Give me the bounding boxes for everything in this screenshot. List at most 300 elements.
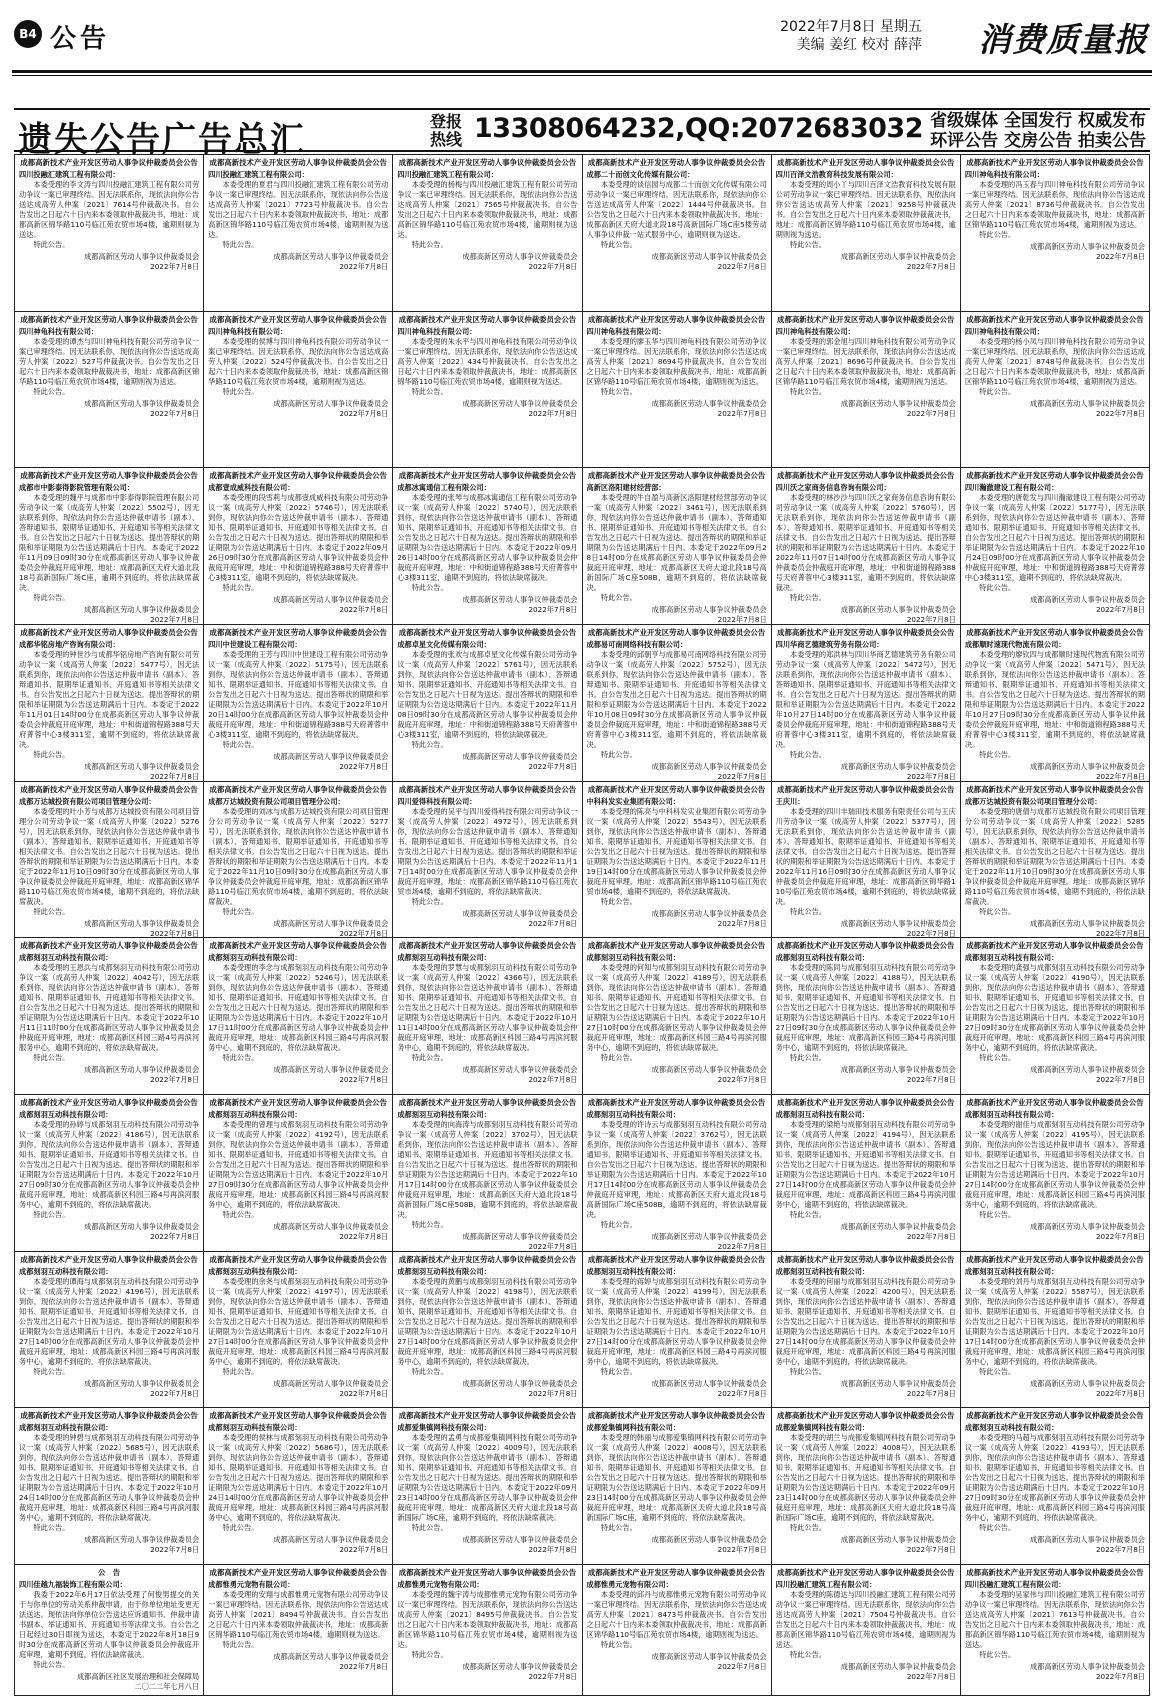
notice-addressee: 成都冰寓通信工程有限公司： (397, 483, 491, 493)
notice-item (961, 782, 1150, 939)
notice-item (583, 782, 772, 939)
notice-title: 成都高新技术产业开发区劳动人事争议仲裁委员会公告 (777, 1098, 955, 1107)
notice-addressee: 四川中世建设工程有限公司： (208, 640, 302, 649)
notice-closing: 特此公告。 (600, 593, 637, 603)
notice-title: 成都高新技术产业开发区劳动人事争议仲裁委员会公告 (20, 158, 198, 167)
notice-signer: 成都高新区劳动人事争议仲裁委员会 (273, 1378, 389, 1388)
notice-title: 成都高新技术产业开发区劳动人事争议仲裁委员会公告 (20, 1098, 198, 1107)
notice-closing: 特此公告。 (411, 740, 448, 749)
notice-date: 2022年7月8日 (906, 615, 956, 625)
notice-signer: 成都高新区劳动人事争议仲裁委员会 (1029, 762, 1145, 771)
notice-body: 本委受理的廖钦四与成都顺时速现代物流有限公司劳动争议一案（成高劳人仲案〔2022〕5471号），因无法联系到你，现依法向你公告送达仲裁申请书（副本）、答辩通知书、限期举证通知书、开庭通知书等相关法律文书。自公告发出之日起六十日视为送达。提出答辩状的期限和举证期限为公告送达期满后十日内。本委定于2022年10月27日09时30分在成都高新区劳动人事争议仲裁委员会仲裁庭开庭审理，地址：中和街道锦程路388号天府菁蓉中心3楼311室，逾期不到庭的，将依法缺席裁决。 (964, 650, 1145, 749)
notice-date: 2022年7月8日 (339, 1662, 389, 1671)
notice-title: 成都高新技术产业开发区劳动人事争议仲裁委员会公告 (587, 471, 766, 481)
notice-addressee: 成都刻羽互动科技有限公司： (19, 1423, 113, 1433)
notice-signer: 成都高新区劳动人事争议仲裁委员会 (462, 908, 578, 918)
notice-body: 本委受理的何丽与成都刻羽互动科技有限公司劳动争议一案（成高劳人仲案〔2022〕4200号），因无法联系到你，现依法向你公告送达仲裁申请书（副本）、答辩通知书、限期举证通知书、开庭通知书等相关法律文书。自公告发出之日起六十日视为送达。提出答辩状的期限和举证期限为公告送达期满后十日内。本委定于2022年10月27日14时00分在成都高新区劳动人事争议仲裁委员会仲裁庭开庭审理，地址：成都高新区科园三路4号再滨河服务中心，逾期不到庭的，将依法缺席裁决。 (775, 1276, 956, 1366)
notice-date: 2022年7月8日 (150, 1232, 200, 1241)
notice-signer: 成都高新区劳动人事争议仲裁委员会 (273, 1535, 389, 1545)
notice-signer: 成都高新区劳动人事争议仲裁委员会 (1029, 918, 1145, 928)
notice-closing: 特此公告。 (979, 386, 1016, 396)
notice-item (583, 938, 772, 1095)
notice-signer: 成都高新区劳动人事争议仲裁委员会 (84, 1065, 200, 1075)
notice-body: 本委受理的马超与成都刻羽互动科技有限公司劳动争议一案（成高劳人仲案〔2022〕4193号），因无法联系到你，现依法向你公告送达仲裁申请书（副本）、答辩通知书、限期举证通知书、开庭通知书等相关法律文书。自公告发出之日起六十日视为送达。提出答辩状的期限和举证期限为公告送达期满后十日内。本委定于2022年10月27日09时30分在成都高新区劳动人事争议仲裁委员会仲裁庭开庭审理，地址：成都高新区科园三路4号再滨河服务中心，逾期不到庭的，将依法缺席裁决。 (964, 1433, 1145, 1523)
notice-item (204, 1565, 393, 1696)
notice-addressee: 四川沃之家商务信息咨询有限公司： (775, 483, 891, 493)
notice-closing: 特此公告。 (600, 1366, 637, 1376)
notice-title: 成都高新技术产业开发区劳动人事争议仲裁委员会公告 (209, 941, 387, 951)
notice-date: 2022年7月8日 (906, 262, 956, 271)
notice-title: 成都高新技术产业开发区劳动人事争议仲裁委员会公告 (966, 314, 1144, 324)
notice-addressee: 成都万达城投资有限公司项目管理分公司： (208, 796, 345, 806)
issue-date: 2022年7月8日 星期五 (780, 19, 922, 35)
notice-body: 本委受理的孙婷与成都刻羽互动科技有限公司劳动争议一案（成高劳人仲案〔2022〕4186号），因无法联系到你，现依法向你公告送达仲裁申请书（副本）、答辩通知书、限期举证通知书、开庭通知书等相关法律文书。自公告发出之日起六十日视为送达。提出答辩状的期限和举证期限为公告送达期满后十日内。本委定于2022年10月27日09时30分在成都高新区劳动人事争议仲裁委员会仲裁庭开庭审理，地址：成都高新区科园三路4号再滨河服务中心，逾期不到庭的，将依法缺席裁决。 (19, 1120, 200, 1209)
notice-addressee: 四川瀚澈建设工程有限公司： (964, 483, 1059, 493)
notice-item (15, 938, 204, 1095)
notice-addressee: 成都刻羽互动科技有限公司： (208, 1110, 302, 1119)
notice-item (204, 1408, 393, 1565)
notice-date: 2022年7月8日 (150, 262, 200, 271)
notice-signer: 成都高新区劳动人事争议仲裁委员会 (1029, 242, 1145, 251)
notice-date: 2022年7月8日 (528, 1075, 578, 1085)
notice-body: 本委受理的龚强与成都刻羽互动科技有限公司劳动争议一案（成高劳人仲案〔2022〕4190号），因无法联系到你，现依法向你公告送达仲裁申请书（副本）、答辩通知书、限期举证通知书、开庭通知书等相关法律文书。自公告发出之日起六十日视为送达。提出答辩状的期限和举证期限为公告送达期满后十日内。本委定于2022年10月27日09时30分在成都高新区劳动人事争议仲裁委员会仲裁庭开庭审理，地址：成都高新区科园三路4号再滨河服务中心，逾期不到庭的，将依法缺席裁决。 (964, 963, 1145, 1053)
notice-item (583, 1408, 772, 1565)
notice-addressee: 成都刻羽互动科技有限公司： (586, 1110, 680, 1119)
notice-signer: 成都高新区劳动人事争议仲裁委员会 (651, 1378, 767, 1388)
notice-title: 成都高新技术产业开发区劳动人事争议仲裁委员会公告 (777, 314, 955, 324)
notice-body: 本委受理的向海涛与成都刻羽互动科技有限公司劳动争议一案（成高劳人仲案〔2022〕3702号），因无法联系到你，现依法向你公告送达仲裁申请书（副本）、答辩通知书、限期举证通知书、开庭通知书等相关法律文书。自公告发出之日起六十日视为送达。提出答辩状的期限和举证期限为公告送达期满后十日内。本委定于2022年10月17日14时00分在成都高新区劳动人事争议仲裁委员会仲裁庭开庭审理，地址：成都高新区天府大道北段18号高新国际广场C座508B，逾期不到庭的，将依法缺席裁决。 (397, 1120, 578, 1219)
notice-addressee: 成都刻羽互动科技有限公司： (775, 1110, 870, 1119)
notice-title: 成都高新技术产业开发区劳动人事争议仲裁委员会公告 (398, 471, 577, 481)
notice-title: 成都高新技术产业开发区劳动人事争议仲裁委员会公告 (398, 628, 577, 637)
notice-item (961, 312, 1150, 469)
notice-date: 2022年7月8日 (339, 408, 389, 418)
notice-item (204, 468, 393, 625)
notice-date: 2022年7月8日 (339, 762, 389, 771)
notice-closing: 特此公告。 (600, 240, 637, 249)
notice-date: 2022年7月8日 (717, 1388, 767, 1398)
notice-closing: 特此公告。 (222, 1210, 259, 1219)
hotline-phone: 13308064232,QQ:2072683032 (474, 113, 923, 144)
notice-date: 2022年7月8日 (528, 408, 578, 418)
notice-body: 本委受理的牛自盈与高新区洛阳建材经营部劳动争议一案（成高劳人仲案〔2022〕3461号），因无法联系到你，现依法向你公告送达仲裁申请书（副本）、答辩通知书、限期举证通知书、开庭通知书等相关法律文书。自公告发出之日起六十日视为送达。提出答辩状的期限和举证期限为公告送达期满后十日内。本委定于2022年09月28日14时00分在成都高新区劳动人事争议仲裁委员会仲裁庭开庭审理，地址：成都高新区天府大道北段18号高新国际广场C座508B，逾期不到庭的，将依法缺席裁决。 (586, 493, 767, 593)
notice-signer: 成都高新区劳动人事争议仲裁委员会 (651, 398, 767, 408)
notice-addressee: 四川神龟科技有限公司： (19, 326, 99, 336)
notice-addressee: 四川佳越九福装饰工程有限公司： (19, 1580, 127, 1589)
notice-signer: 成都高新区社区发展治理和社会保障局 (76, 1672, 200, 1681)
banner-title: 遗失公告广告总汇 (18, 120, 306, 160)
notice-date: 2022年7月8日 (717, 1662, 767, 1671)
notice-addressee: 成都刻羽互动科技有限公司： (208, 953, 302, 963)
notice-body: 本委受理的四川丰瑞田技术服务有限责任公司与王庆川劳动争议一案（成高劳人仲案〔2022〕5377号），因无法联系到你，现依法向你公告送达仲裁申请书（副本）、答辩通知书、限期举证通知书、开庭通知书等相关法律文书。自公告发出之日起六十日视为送达。提出答辩状的期限和举证期限为公告送达期满后十日内。本委定于2022年11月16日09时30分在成都高新区劳动人事争议仲裁委员会仲裁庭开庭审理，地址：成都高新区锦华路110号临江苑农贸市场4楼，逾期不到庭的，将依法缺席裁决。 (775, 806, 956, 906)
notice-date: 2022年7月8日 (528, 1545, 578, 1555)
notice-body: 本委受理的张琴与成都冰寓通信工程有限公司劳动争议一案（成高劳人仲案〔2022〕5740号），因无法联系到你，现依法向你公告送达仲裁申请书（副本）、答辩通知书、限期举证通知书、开庭通知书等相关法律文书。自公告发出之日起六十日视为送达。提出答辩状的期限和举证期限为公告送达期满后十日内。本委定于2022年09月26日14时00分在成都高新区劳动人事争议仲裁委员会仲裁庭开庭审理，地址：中和街道锦程路388号天府菁蓉中心3楼311室，逾期不到庭的，将依法缺席裁决。 (397, 493, 578, 583)
editors-line: 美编 姜红 校对 薛萍 (796, 37, 922, 53)
notice-addressee: 成都刻羽互动科技有限公司： (397, 1110, 491, 1119)
notice-date: 2022年7月8日 (1095, 1672, 1145, 1681)
notice-closing: 特此公告。 (222, 1640, 259, 1649)
notice-title: 成都高新技术产业开发区劳动人事争议仲裁委员会公告 (587, 1254, 766, 1264)
notice-title: 成都高新技术产业开发区劳动人事争议仲裁委员会公告 (398, 784, 577, 794)
notice-addressee: 中科科发实业集团有限公司： (586, 796, 680, 806)
notice-signer: 成都高新区劳动人事争议仲裁委员会 (462, 1232, 578, 1241)
notice-date: 2022年7月8日 (906, 1388, 956, 1398)
notice-date: 2022年7月8日 (717, 262, 767, 271)
section-title: 公告 (50, 24, 111, 54)
notice-title: 成都高新技术产业开发区劳动人事争议仲裁委员会公告 (209, 471, 387, 481)
notice-signer: 成都高新区劳动人事争议仲裁委员会 (840, 1662, 956, 1671)
notice-signer: 成都高新区劳动人事争议仲裁委员会 (840, 1378, 956, 1388)
notice-closing: 特此公告。 (222, 583, 259, 593)
notice-date: 2022年7月8日 (717, 1545, 767, 1555)
notice-item (393, 938, 582, 1095)
notice-title: 成都高新技术产业开发区劳动人事争议仲裁委员会公告 (209, 314, 387, 324)
notice-addressee: 成都刻羽互动科技有限公司： (586, 953, 680, 963)
notice-item (15, 155, 204, 312)
notice-date: 2022年7月8日 (717, 615, 767, 625)
hotline-label: 登报热线 (430, 112, 463, 149)
notice-title: 成都高新技术产业开发区劳动人事争议仲裁委员会公告 (966, 1098, 1144, 1107)
notice-body: 本委受理的罗慧与成都刻羽互动科技有限公司劳动争议一案（成高劳人仲案〔2022〕4366号），因无法联系到你，现依法向你公告送达仲裁申请书（副本）、答辩通知书、限期举证通知书、开庭通知书等相关法律文书。自公告发出之日起六十日视为送达。提出答辩状的期限和举证期限为公告送达期满后十日内。本委定于2022年10月11日14时00分在成都高新区劳动人事争议仲裁委员会仲裁庭开庭审理，地址：成都高新区科园三路4号再滨河服务中心，逾期不到庭的，将依法缺席裁决。 (397, 963, 578, 1053)
notice-item (15, 782, 204, 939)
notice-item (583, 1565, 772, 1696)
notice-date: 2022年7月8日 (339, 1232, 389, 1241)
notice-addressee: 成都市中影泰得影院管理有限公司： (19, 483, 135, 493)
notice-item (961, 938, 1150, 1095)
notice-body: 本委受理的李文涛与四川投融汇建筑工程有限公司劳动争议一案已审理终结。因无法联系你，现依法向你公告送达成高劳人仲案〔2021〕7614号仲裁裁决书。自公告发出之日起六十日内来本委领取仲裁裁决书，地址：成都高新区锦华路110号临江苑农贸市场4楼，逾期则视为送达。 (19, 180, 200, 239)
notice-title: 成都高新技术产业开发区劳动人事争议仲裁委员会公告 (20, 471, 198, 481)
notice-item (204, 782, 393, 939)
notice-item (583, 625, 772, 782)
notice-body: 本委受理的唐倩与成都万达城投资有限公司项目管理分公司劳动争议一案（成高劳人仲案〔2022〕5285号），因无法联系到你，现依法向你公告送达仲裁申请书（副本）、答辩通知书、限期举证通知书、开庭通知书等相关法律文书。自公告发出之日起六十日视为送达。提出答辩状的期限和举证期限为公告送达期满后十日内。本委定于2022年11月10日09时30分在成都高新区劳动人事争议仲裁委员会仲裁庭开庭审理，地址：成都高新区锦华路110号临江苑农贸市场4楼，逾期不到庭的，将依法缺席裁决。 (964, 806, 1145, 906)
notice-body: 本委受理的叶小芳与成都万达城投资有限公司项目管理分公司劳动争议一案（成高劳人仲案〔2022〕5276号），因无法联系到你，现依法向你公告送达仲裁申请书（副本）、答辩通知书、限期举证通知书、开庭通知书等相关法律文书。自公告发出之日起六十日视为送达。提出答辩状的期限和举证期限为公告送达期满后十日内。本委定于2022年11月10日09时30分在成都高新区劳动人事争议仲裁委员会仲裁庭开庭审理，地址：成都高新区锦华路110号临江苑农贸市场4楼，逾期不到庭的，将依法缺席裁决。 (19, 806, 200, 906)
notice-item (772, 1565, 961, 1696)
notice-addressee: 成都惟勇元宠物有限公司： (208, 1580, 295, 1589)
notice-item (393, 1095, 582, 1252)
ad-banner (14, 108, 1150, 160)
notice-body: 本委受理的冯玉春与四川神龟科技有限公司劳动争议一案已审理终结。因无法联系你，现依法向你公告送达成高劳人仲案〔2021〕8736号仲裁裁决书。自公告发出之日起六十日内来本委领取仲裁裁决书，地址：成都高新区锦华路110号临江苑农贸市场4楼，逾期则视为送达。 (964, 180, 1145, 229)
notice-title: 成都高新技术产业开发区劳动人事争议仲裁委员会公告 (966, 1411, 1144, 1421)
notice-addressee: 成都华铭房地产咨询有限公司： (19, 640, 120, 649)
notice-body: 本委受理的廖玉华与四川神龟科技有限公司劳动争议一案已审理终结。因无法联系你，现依法向你公告送达成高劳人仲案〔2021〕8694号仲裁裁决书。自公告发出之日起六十日内来本委领取仲裁裁决书，地址：成都高新区锦华路110号临江苑农贸市场4楼，逾期则视为送达。 (586, 336, 767, 386)
notice-addressee: 成都刻羽互动科技有限公司： (964, 1266, 1059, 1276)
notice-title: 成都高新技术产业开发区劳动人事争议仲裁委员会公告 (398, 1411, 577, 1421)
notice-item (772, 468, 961, 625)
notice-item (772, 782, 961, 939)
notice-body: 本委受理的韩丽与成都爱集镇网科技有限公司劳动争议一案（成高劳人仲案〔2022〕4008号），因无法联系到你，现依法向你公告送达仲裁申请书（副本）、答辩通知书、限期举证通知书、开庭通知书等相关法律文书。自公告发出之日起六十日视为送达。提出答辩状的期限和举证期限为公告送达期满后十日内。本委定于2022年09月23日14时00分在成都高新区劳动人事争议仲裁委员会仲裁庭开庭审理，地址：成都高新区天府大道北段18号高新国际广场C座，逾期不到庭的，将依法缺席裁决。 (586, 1433, 767, 1523)
notice-closing: 特此公告。 (600, 386, 637, 396)
notice-addressee: 四川百泽文浩教育科技发展有限公司： (775, 170, 898, 179)
notice-signer: 成都高新区劳动人事争议仲裁委员会 (273, 752, 389, 761)
notice-date: 2022年7月8日 (150, 928, 200, 938)
notice-addressee: 四川投融汇建筑工程有限公司： (964, 1580, 1066, 1589)
notice-date: 2022年7月8日 (1095, 1232, 1145, 1241)
notice-addressee: 四川爱得科技有限公司： (397, 796, 477, 806)
notice-body: 本委受理的黄鹏与成都刻羽互动科技有限公司劳动争议一案（成高劳人仲案〔2022〕4198号），因无法联系到你，现依法向你公告送达仲裁申请书（副本）、答辩通知书、限期举证通知书、开庭通知书等相关法律文书。自公告发出之日起六十日视为送达。提出答辩状的期限和举证期限为公告送达期满后十日内。本委定于2022年10月27日14时00分在成都高新区劳动人事争议仲裁委员会仲裁庭开庭审理，地址：成都高新区科园三路4号再滨河服务中心，逾期不到庭的，将依法缺席裁决。 (397, 1276, 578, 1366)
notice-date: 2022年7月8日 (906, 1545, 956, 1555)
notice-date: 2022年7月8日 (528, 1672, 578, 1681)
notice-body: 本委受理的钟碧与成都刻羽互动科技有限公司劳动争议一案（成高劳人仲案〔2022〕5685号），因无法联系到你，现依法向你公告送达仲裁申请书（副本）、答辩通知书、限期举证通知书、开庭通知书等相关法律文书。自公告发出之日起六十日视为送达。提出答辩状的期限和举证期限为公告送达期满后十日内。本委定于2022年10月24日14时00分在成都高新区劳动人事争议仲裁委员会仲裁庭开庭审理，地址：成都高新区科园三路4号再滨河服务中心，逾期不到庭的，将依法缺席裁决。 (19, 1433, 200, 1523)
notice-body: 本委受理的刘丹与成都刻羽互动科技有限公司劳动争议一案（成高劳人仲案〔2022〕5587号），因无法联系到你，现依法向你公告送达仲裁申请书（副本）、答辩通知书、限期举证通知书、开庭通知书等相关法律文书。自公告发出之日起六十日视为送达。提出答辩状的期限和举证期限为公告送达期满后十日内。本委定于2022年10月17日14时00分在成都高新区劳动人事争议仲裁委员会仲裁庭开庭审理，地址：成都高新区科园三路4号再滨河服务中心，逾期不到庭的，将依法缺席裁决。 (964, 1276, 1145, 1366)
notice-signer: 成都高新区劳动人事争议仲裁委员会 (1029, 1065, 1145, 1075)
notice-signer: 成都高新区劳动人事争议仲裁委员会 (84, 762, 200, 771)
notice-body: 本委受理的段雪莉与成都壹成威科技有限公司劳动争议一案（成高劳人仲案〔2022〕5746号），因无法联系到你，现依法向你公告送达仲裁申请书（副本）、答辩通知书、限期举证通知书、开庭通知书等相关法律文书。自公告发出之日起六十日视为送达。提出答辩状的期限和举证期限为公告送达期满后十日内。本委定于2022年09月26日09时30分在成都高新区劳动人事争议仲裁委员会仲裁庭开庭审理，地址：中和街道锦程路388号天府菁蓉中心3楼311室，逾期不到庭的，将依法缺席裁决。 (208, 493, 389, 583)
notice-grid (14, 154, 1150, 1696)
notice-closing: 特此公告。 (222, 386, 259, 396)
notice-addressee: 四川投融汇建筑工程有限公司： (19, 170, 120, 179)
notice-title: 成都高新技术产业开发区劳动人事争议仲裁委员会公告 (20, 314, 198, 324)
notice-signer: 成都高新区劳动人事争议仲裁委员会 (651, 1232, 767, 1241)
notice-title: 公 告 (97, 1568, 121, 1577)
banner-tags-line2: 环评公告 交房公告 拍卖公告 (930, 131, 1146, 151)
notice-item (772, 1408, 961, 1565)
notice-title: 成都高新技术产业开发区劳动人事争议仲裁委员会公告 (209, 158, 387, 167)
notice-addressee: 成都爱集镇网科技有限公司： (775, 1423, 870, 1433)
notice-addressee: 成都刻羽互动科技有限公司： (964, 1110, 1059, 1119)
notice-item (393, 1252, 582, 1409)
notice-signer: 成都高新区劳动人事争议仲裁委员会 (1029, 398, 1145, 408)
notice-closing: 特此公告。 (222, 906, 259, 916)
notice-date: 2022年7月8日 (717, 772, 767, 781)
notice-title: 成都高新技术产业开发区劳动人事争议仲裁委员会公告 (20, 628, 198, 637)
notice-date: 2022年7月8日 (339, 1388, 389, 1398)
notice-signer: 成都高新区劳动人事争议仲裁委员会 (273, 1652, 389, 1661)
notice-item (583, 468, 772, 625)
notice-addressee: 成都刻羽互动科技有限公司： (397, 1266, 491, 1276)
masthead-rule-thin (12, 75, 1152, 76)
notice-title: 成都高新技术产业开发区劳动人事争议仲裁委员会公告 (587, 158, 766, 167)
notice-signer: 成都高新区劳动人事争议仲裁委员会 (462, 398, 578, 408)
notice-body: 本委受理的李念与成都刻羽互动科技有限公司劳动争议一案（成高劳人仲案〔2022〕5246号），因无法联系到你，现依法向你公告送达仲裁申请书（副本）、答辩通知书、限期举证通知书、开庭通知书等相关法律文书。自公告发出之日起六十日视为送达。提出答辩状的期限和举证期限为公告送达期满后十日内。本委定于2022年10月17日11时00分在成都高新区劳动人事争议仲裁委员会仲裁庭开庭审理，地址：成都高新区科园三路4号再滨河服务中心，逾期不到庭的，将依法缺席裁决。 (208, 963, 389, 1053)
notice-title: 成都高新技术产业开发区劳动人事争议仲裁委员会公告 (398, 941, 577, 951)
notice-title: 成都高新技术产业开发区劳动人事争议仲裁委员会公告 (209, 1254, 387, 1264)
notice-addressee: 成都刻羽互动科技有限公司： (208, 1423, 302, 1433)
notice-date: 2022年7月8日 (1095, 1545, 1145, 1555)
notice-signer: 成都高新区劳动人事争议仲裁委员会 (1029, 1662, 1145, 1671)
notice-item (772, 938, 961, 1095)
notice-signer: 成都高新区劳动人事争议仲裁委员会 (1029, 1222, 1145, 1231)
notice-date: 2022年7月8日 (150, 408, 200, 418)
notice-item (583, 1095, 772, 1252)
notice-date: 2022年7月8日 (1095, 928, 1145, 938)
notice-item (393, 782, 582, 939)
notice-body: 本委受理的陈同与成都刻羽互动科技有限公司劳动争议一案（成高劳人仲案〔2022〕4188号），因无法联系到你，现依法向你公告送达仲裁申请书（副本）、答辩通知书、限期举证通知书、开庭通知书等相关法律文书。自公告发出之日起六十日视为送达。提出答辩状的期限和举证期限为公告送达期满后十日内。本委定于2022年10月27日09时30分在成都高新区劳动人事争议仲裁委员会仲裁庭开庭审理，地址：成都高新区科园三路4号再滨河服务中心，逾期不到庭的，将依法缺席裁决。 (775, 963, 956, 1053)
masthead-rule (12, 70, 1152, 73)
notice-title: 成都高新技术产业开发区劳动人事争议仲裁委员会公告 (777, 941, 955, 951)
notice-date: 2022年7月8日 (906, 408, 956, 418)
notice-item (583, 1252, 772, 1409)
notice-closing: 特此公告。 (33, 1053, 70, 1063)
notice-addressee: 成都惟勇元宠物有限公司： (397, 1580, 484, 1589)
notice-title: 成都高新技术产业开发区劳动人事争议仲裁委员会公告 (966, 784, 1144, 794)
notice-item (393, 1408, 582, 1565)
notice-item (15, 1252, 204, 1409)
notice-body: 本委受理的许诗云与成都刻羽互动科技有限公司劳动争议一案（成高劳人仲案〔2022〕3762号），因无法联系到你，现依法向你公告送达仲裁申请书（副本）、答辩通知书、限期举证通知书、开庭通知书等相关法律文书。自公告发出之日起六十日视为送达。提出答辩状的期限和举证期限为公告送达期满后十日内。本委定于2022年10月17日14时00分在成都高新区劳动人事争议仲裁委员会仲裁庭开庭审理，地址：成都高新区天府大道北段18号高新国际广场C座508B，逾期不到庭的，将依法缺席裁决。 (586, 1120, 767, 1219)
notice-closing: 特此公告。 (979, 906, 1016, 916)
notice-title: 成都高新技术产业开发区劳动人事争议仲裁委员会公告 (777, 1411, 955, 1421)
notice-title: 成都高新技术产业开发区劳动人事争议仲裁委员会公告 (587, 628, 766, 637)
notice-item (393, 1565, 582, 1696)
notice-closing: 特此公告。 (411, 1366, 448, 1376)
notice-date: 2022年7月8日 (150, 1545, 200, 1555)
notice-title: 成都高新技术产业开发区劳动人事争议仲裁委员会公告 (777, 471, 955, 481)
notice-closing: 特此公告。 (600, 896, 637, 906)
notice-closing: 特此公告。 (33, 1660, 70, 1669)
notice-body: 本委受理的王恩兵与成都刻羽互动科技有限公司劳动争议一案（成高劳人仲案〔2022〕4042号），因无法联系到你，现依法向你公告送达仲裁申请书（副本）、答辩通知书、限期举证通知书、开庭通知书等相关法律文书。自公告发出之日起六十日视为送达。提出答辩状的期限和举证期限为公告送达期满后十日内。本委定于2022年10月11日11时00分在成都高新区劳动人事争议仲裁委员会仲裁庭开庭审理，地址：成都高新区科园三路4号再滨河服务中心，逾期不到庭的，将依法缺席裁决。 (19, 963, 200, 1053)
notice-body: 本委受理的邱朝亨与成都易可南网络科技有限公司劳动争议一案（成高劳人仲案〔2022〕5752号），因无法联系到你，现依法向你公告送达仲裁申请书（副本）、答辩通知书、限期举证通知书、开庭通知书等相关法律文书。自公告发出之日起六十日视为送达。提出答辩状的期限和举证期限为公告送达期满后十日内。本委定于2022年10月08日09时30分在成都高新区劳动人事争议仲裁委员会仲裁庭开庭审理，地址：中和街道锦程路388号天府菁蓉中心3楼311室，逾期不到庭的，将依法缺席裁决。 (586, 650, 767, 749)
notice-closing: 特此公告。 (600, 1523, 637, 1533)
notice-addressee: 成都刻羽互动科技有限公司： (775, 953, 870, 963)
notice-date: 2022年7月8日 (528, 262, 578, 271)
notice-closing: 特此公告。 (979, 1366, 1016, 1376)
notice-closing: 特此公告。 (790, 1523, 826, 1533)
notice-body: 本委受理的郑洪林与四川华商艺德建筑劳务有限公司劳动争议一案（成高劳人仲案〔2022〕5472号），因无法联系到你，现依法向你公告送达仲裁申请书（副本）、答辩通知书、限期举证通知书、开庭通知书等相关法律文书。自公告发出之日起六十日视为送达。提出答辩状的期限和举证期限为公告送达期满后十日内。本委定于2022年10月27日14时00分在成都高新区劳动人事争议仲裁委员会仲裁庭开庭审理，地址：中和街道锦程路388号天府菁蓉中心3楼311室，逾期不到庭的，将依法缺席裁决。 (775, 650, 956, 749)
notice-signer: 成都高新区劳动人事争议仲裁委员会 (84, 1378, 200, 1388)
notice-addressee: 四川神龟科技有限公司： (208, 326, 288, 336)
notice-addressee: 四川神龟科技有限公司： (964, 170, 1044, 179)
notice-body: 本委受理的何知与成都刻羽互动科技有限公司劳动争议一案（成高劳人仲案〔2022〕4189号），因无法联系到你，现依法向你公告送达仲裁申请书（副本）、答辩通知书、限期举证通知书、开庭通知书等相关法律文书。自公告发出之日起六十日视为送达。提出答辩状的期限和举证期限为公告送达期满后十日内。本委定于2022年10月27日10时00分在成都高新区劳动人事争议仲裁委员会仲裁庭开庭审理，地址：成都高新区科园三路4号再滨河服务中心，逾期不到庭的，将依法缺席裁决。 (586, 963, 767, 1053)
notice-title: 成都高新技术产业开发区劳动人事争议仲裁委员会公告 (20, 1254, 198, 1264)
notice-signer: 成都高新区劳动人事争议仲裁委员会 (84, 252, 200, 261)
notice-item (15, 1408, 204, 1565)
notice-closing: 特此公告。 (33, 906, 70, 916)
notice-signer: 成都高新区劳动人事争议仲裁委员会 (84, 605, 200, 615)
notice-addressee: 成都刻羽互动科技有限公司： (964, 1423, 1059, 1433)
notice-addressee: 成都刻羽互动科技有限公司： (586, 1266, 680, 1276)
notice-title: 成都高新技术产业开发区劳动人事争议仲裁委员会公告 (587, 1411, 766, 1421)
notice-closing: 特此公告。 (222, 1053, 259, 1063)
notice-body: 本委受理的林沙沙与四川沃之家商务信息咨询有限公司劳动争议一案（成高劳人仲案〔2022〕5760号），因无法联系到你，现依法向你公告送达仲裁申请书（副本）、答辩通知书、限期举证通知书、开庭通知书等相关法律文书。自公告发出之日起六十日视为送达。提出答辩状的期限和举证期限为公告送达期满后十日内。本委定于2022年11月07日14时00分在成都高新区劳动人事争议仲裁委员会仲裁庭开庭审理，地址：中和街道锦程路388号天府菁蓉中心3楼311室，逾期不到庭的，将依法缺席裁决。 (775, 493, 956, 593)
notice-signer: 成都高新区劳动人事争议仲裁委员会 (462, 595, 578, 605)
notice-body: 本委受理的魏平与成都市中影泰得影院管理有限公司劳动争议一案（成高劳人仲案〔2022〕5502号），因无法联系到你，现依法向你公告送达仲裁申请书（副本）、答辩通知书、限期举证通知书、开庭通知书等相关法律文书。自公告发出之日起六十日视为送达。提出答辩状的期限和举证期限为公告送达期满后十日内。本委定于2022年11月09日09时30分在成都高新区劳动人事争议仲裁委员会仲裁庭开庭审理，地址：成都高新区天府大道北段18号高新国际广场C座，逾期不到庭的，将依法缺席裁决。 (19, 493, 200, 593)
notice-date: 2022年7月8日 (717, 918, 767, 928)
notice-signer: 成都高新区劳动人事争议仲裁委员会 (651, 1065, 767, 1075)
notice-closing: 特此公告。 (790, 750, 826, 759)
notice-closing: 特此公告。 (790, 1053, 826, 1063)
notice-date: 2022年7月8日 (1095, 252, 1145, 261)
notice-closing: 特此公告。 (790, 906, 826, 916)
notice-addressee: 四川神龟科技有限公司： (964, 326, 1044, 336)
notice-closing: 特此公告。 (411, 386, 448, 396)
notice-signer: 成都高新区劳动人事争议仲裁委员会 (273, 252, 389, 261)
notice-closing: 特此公告。 (790, 593, 826, 603)
notice-title: 成都高新技术产业开发区劳动人事争议仲裁委员会公告 (966, 1254, 1144, 1264)
notice-signer: 成都高新区劳动人事争议仲裁委员会 (840, 398, 956, 408)
notice-signer: 成都高新区劳动人事争议仲裁委员会 (840, 762, 956, 771)
notice-signer: 成都高新区劳动人事争议仲裁委员会 (273, 1222, 389, 1231)
masthead (12, 8, 1152, 66)
notice-addressee: 成都刻羽互动科技有限公司： (397, 953, 491, 963)
notice-signer: 成都高新区劳动人事争议仲裁委员会 (651, 252, 767, 261)
notice-addressee: 高新区洛阳建材经营部： (586, 483, 666, 493)
notice-item (204, 1095, 393, 1252)
notice-addressee: 成都易可南网络科技有限公司： (586, 640, 688, 649)
notice-item (961, 625, 1150, 782)
notice-body: 本委受理的王芳与四川中世建设工程有限公司劳动争议一案（成高劳人仲案〔2022〕5175号），因无法联系到你，现依法向你公告送达仲裁申请书（副本）、答辩通知书、限期举证通知书、开庭通知书等相关法律文书。自公告发出之日起六十日视为送达。提出答辩状的期限和举证期限为公告送达期满后十日内。本委定于2022年10月20日14时00分在成都高新区劳动人事争议仲裁委员会仲裁庭开庭审理，地址：中和街道锦程路388号天府菁蓉中心3楼311室，逾期不到庭的，将依法缺席裁决。 (208, 650, 389, 739)
notice-signer: 成都高新区劳动人事争议仲裁委员会 (84, 1222, 200, 1231)
notice-signer: 成都高新区劳动人事争议仲裁委员会 (651, 1652, 767, 1661)
notice-closing: 特此公告。 (979, 1523, 1016, 1533)
notice-date: 2022年7月8日 (339, 928, 389, 938)
notice-item (772, 155, 961, 312)
notice-title: 成都高新技术产业开发区劳动人事争议仲裁委员会公告 (587, 941, 766, 951)
notice-item (583, 312, 772, 469)
notice-item (772, 1095, 961, 1252)
notice-date: 2022年7月8日 (717, 1075, 767, 1085)
notice-item (15, 468, 204, 625)
notice-title: 成都高新技术产业开发区劳动人事争议仲裁委员会公告 (966, 628, 1144, 637)
notice-body: 本委受理的侯林与成都刻羽互动科技有限公司劳动争议一案（成高劳人仲案〔2022〕5686号），因无法联系到你，现依法向你公告送达仲裁申请书（副本）、答辩通知书、限期举证通知书、开庭通知书等相关法律文书。自公告发出之日起六十日视为送达。提出答辩状的期限和举证期限为公告送达期满后十日内。本委定于2022年10月24日14时00分在成都高新区劳动人事争议仲裁委员会仲裁庭开庭审理，地址：成都高新区科园三路4号再滨河服务中心，逾期不到庭的，将依法缺席裁决。 (208, 1433, 389, 1523)
notice-addressee: 四川投融汇建筑工程有限公司： (775, 1580, 877, 1589)
notice-body: 本委受理的谢佳与成都刻羽互动科技有限公司劳动争议一案（成高劳人仲案〔2022〕4195号），因无法联系到你，现依法向你公告送达仲裁申请书（副本）、答辩通知书、限期举证通知书、开庭通知书等相关法律文书。自公告发出之日起六十日视为送达。提出答辩状的期限和举证期限为公告送达期满后十日内。本委定于2022年10月27日14时00分在成都高新区劳动人事争议仲裁委员会仲裁庭开庭审理，地址：成都高新区科园三路4号再滨河服务中心，逾期不到庭的，将依法缺席裁决。 (964, 1120, 1145, 1209)
notice-closing: 特此公告。 (979, 1210, 1016, 1219)
notice-item (772, 1252, 961, 1409)
notice-signer: 成都高新区劳动人事争议仲裁委员会 (462, 1662, 578, 1671)
notice-title: 成都高新技术产业开发区劳动人事争议仲裁委员会公告 (777, 158, 955, 167)
notice-title: 成都高新技术产业开发区劳动人事争议仲裁委员会公告 (777, 1254, 955, 1264)
notice-title: 成都高新技术产业开发区劳动人事争议仲裁委员会公告 (587, 784, 766, 794)
notice-item (961, 1408, 1150, 1565)
banner-tags-line1: 省级媒体 全国发行 权威发布 (930, 111, 1146, 131)
notice-closing: 特此公告。 (222, 1366, 259, 1376)
notice-date: 二〇二二年七月八日 (134, 1682, 200, 1691)
notice-date: 2022年7月8日 (1095, 605, 1145, 615)
notice-item (772, 625, 961, 782)
notice-addressee: 成都刻羽互动科技有限公司： (964, 953, 1059, 963)
notice-addressee: 成都刻羽互动科技有限公司： (208, 1266, 302, 1276)
notice-date: 2022年7月8日 (717, 408, 767, 418)
notice-body: 本委受理的郭金旭与四川神龟科技有限公司劳动争议一案已审理终结。因无法联系你，现依法向你公告送达成高劳人仲案〔2021〕8696号仲裁裁决书。自公告发出之日起六十日内来本委领取仲裁裁决书，地址：成都高新区锦华路110号临江苑农贸市场4楼，逾期则视为送达。 (775, 336, 956, 386)
notice-addressee: 四川华商艺德建筑劳务有限公司： (775, 640, 884, 649)
notice-date: 2022年7月8日 (150, 772, 200, 781)
notice-item (961, 468, 1150, 625)
notice-title: 成都高新技术产业开发区劳动人事争议仲裁委员会公告 (966, 941, 1144, 951)
notice-item (204, 625, 393, 782)
notice-body: 本委受理的陈德达与四川投融汇建筑工程有限公司劳动争议一案已审理终结。因无法联系你，现依法向你公告送达成高劳人仲案〔2021〕7504号仲裁裁决书。自公告发出之日起六十日内来本委领取仲裁裁决书，地址：成都高新区锦华路110号临江苑农贸市场4楼，逾期则视为送达。 (775, 1590, 956, 1649)
notice-closing: 特此公告。 (33, 593, 70, 603)
notice-date: 2022年7月8日 (906, 1075, 956, 1085)
notice-closing: 特此公告。 (979, 1053, 1016, 1063)
notice-date: 2022年7月8日 (906, 928, 956, 938)
notice-body: 本委受理的刘冰与成都万达城投资有限公司项目管理分公司劳动争议一案（成高劳人仲案〔2022〕5277号），因无法联系到你，现依法向你公告送达仲裁申请书（副本）、答辩通知书、限期举证通知书、开庭通知书等相关法律文书。自公告发出之日起六十日视为送达。提出答辩状的期限和举证期限为公告送达期满后十日内。本委定于2022年11月10日09时30分在成都高新区劳动人事争议仲裁委员会仲裁庭开庭审理，地址：成都高新区锦华路110号临江苑农贸市场4楼，逾期不到庭的，将依法缺席裁决。 (208, 806, 389, 906)
notice-closing: 特此公告。 (33, 386, 70, 396)
notice-signer: 成都高新区劳动人事争议仲裁委员会 (462, 1378, 578, 1388)
notice-signer: 成都高新区劳动人事争议仲裁委员会 (840, 1535, 956, 1545)
notice-date: 2022年7月8日 (339, 1075, 389, 1085)
notice-addressee: 成都惟勇元宠物有限公司： (586, 1580, 673, 1589)
notice-title: 成都高新技术产业开发区劳动人事争议仲裁委员会公告 (777, 1568, 955, 1577)
notice-title: 成都高新技术产业开发区劳动人事争议仲裁委员会公告 (398, 1568, 577, 1577)
notice-closing: 特此公告。 (411, 1523, 448, 1533)
notice-item (204, 155, 393, 312)
notice-body: 本委受理的胡兰与成都爱集镇网科技有限公司劳动争议一案（成高劳人仲案〔2022〕4008号），因无法联系到你，现依法向你公告送达仲裁申请书（副本）、答辩通知书、限期举证通知书、开庭通知书等相关法律文书。自公告发出之日起六十日视为送达。提出答辩状的期限和举证期限为公告送达期满后十日内。本委定于2022年09月23日14时00分在成都高新区劳动人事争议仲裁委员会仲裁庭开庭审理，地址：成都高新区天府大道北段18号高新国际广场C座，逾期不到庭的，将依法缺席裁决。 (775, 1433, 956, 1523)
issue-meta (780, 18, 922, 54)
notice-closing: 特此公告。 (790, 240, 826, 249)
notice-closing: 特此公告。 (411, 1650, 448, 1659)
notice-body: 本委受理的梁艳与成都刻羽互动科技有限公司劳动争议一案（成高劳人仲案〔2022〕4194号），因无法联系到你，现依法向你公告送达仲裁申请书（副本）、答辩通知书、限期举证通知书、开庭通知书等相关法律文书。自公告发出之日起六十日视为送达。提出答辩状的期限和举证期限为公告送达期满后十日内。本委定于2022年10月27日14时00分在成都高新区劳动人事争议仲裁委员会仲裁庭开庭审理，地址：成都高新区科园三路4号再滨河服务中心，逾期不到庭的，将依法缺席裁决。 (775, 1120, 956, 1209)
notice-date: 2022年7月8日 (150, 1075, 200, 1085)
notice-addressee: 成都爱集镇网科技有限公司： (397, 1423, 491, 1433)
notice-signer: 成都高新区劳动人事争议仲裁委员会 (651, 762, 767, 771)
notice-body: 本委受理的杨梅与四川投融汇建筑工程有限公司劳动争议一案已审理终结。因无法联系你，现依法向你公告送达成高劳人仲案〔2021〕7565号仲裁裁决书。自公告发出之日起六十日内来本委领取仲裁裁决书，地址：成都高新区锦华路110号临江苑农贸市场4楼，逾期则视为送达。 (397, 180, 578, 239)
notice-body: 本委受理的谭杰与四川神龟科技有限公司劳动争议一案已审理终结。因无法联系你，现依法向你公告送达成高劳人仲案〔2022〕527号仲裁裁决书。自公告发出之日起六十日内来本委领取仲裁裁决书，地址：成都高新区锦华路110号临江苑农贸市场4楼，逾期则视为送达。 (19, 336, 200, 386)
notice-body: 本委受理的侯博与四川神龟科技有限公司劳动争议一案已审理终结。因无法联系你，现依法向你公告送达成高劳人仲案〔2022〕524号仲裁裁决书。自公告发出之日起六十日内来本委领取仲裁裁决书，地址：成都高新区锦华路110号临江苑农贸市场4楼，逾期则视为送达。 (208, 336, 389, 386)
notice-title: 成都高新技术产业开发区劳动人事争议仲裁委员会公告 (777, 628, 955, 637)
notice-item (961, 1095, 1150, 1252)
notice-item (15, 1095, 204, 1252)
notice-body: 本委受理的谈信园与成都二十而创文化传媒有限公司劳动争议一案已审理终结。因无法联系你，现依法向你公告送达成高劳人仲案〔2022〕1444号仲裁裁决书。自公告发出之日起六十日内来本委领取仲裁裁决书，地址：成都高新区天府大道北段18号高新国际广场C座5楼劳动人事争议仲裁一站式服务中心，逾期则视为送达。 (586, 180, 767, 239)
notice-signer: 成都高新区劳动人事争议仲裁委员会 (1029, 1378, 1145, 1388)
